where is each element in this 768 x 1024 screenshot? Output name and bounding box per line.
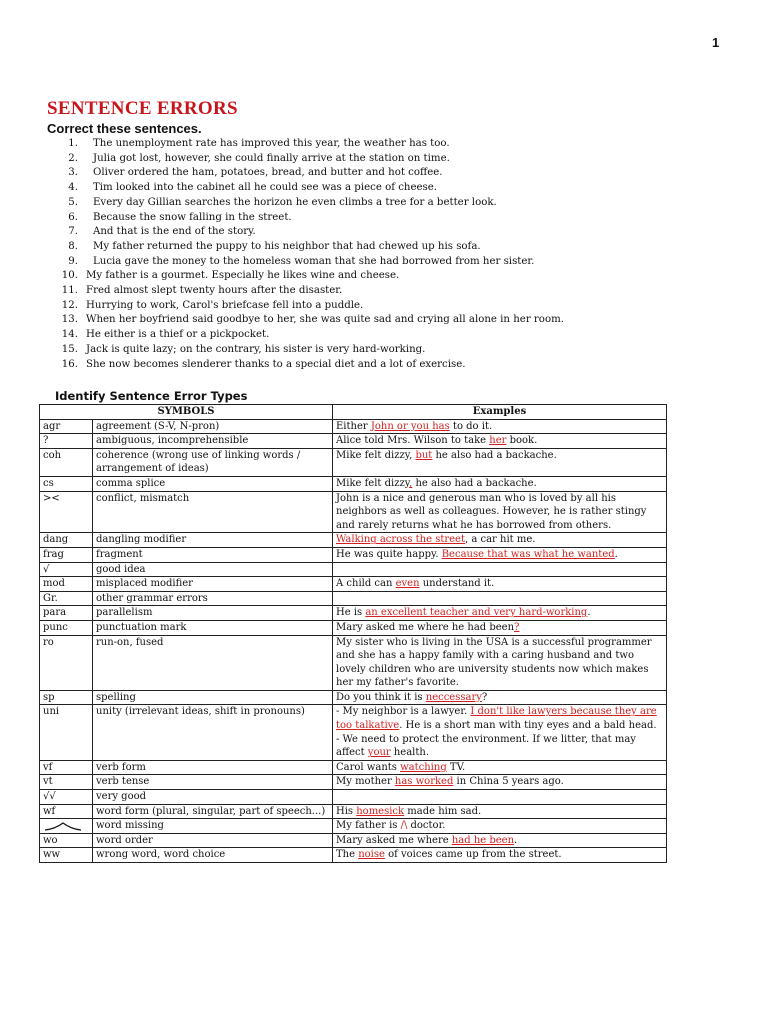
- error-symbol: ww: [40, 848, 93, 863]
- error-example: [333, 790, 667, 805]
- error-highlight: but: [415, 449, 433, 461]
- sentence-number: 16.: [61, 358, 78, 370]
- error-example: [333, 491, 667, 533]
- word-missing-caret-icon: [43, 821, 83, 831]
- example-text: health.: [390, 747, 430, 759]
- sentence-text: And that is the end of the story.: [93, 226, 256, 238]
- table-header-row: [40, 405, 667, 420]
- table-row: [40, 491, 667, 533]
- page-number: 1: [712, 35, 720, 50]
- example-text: Either: [336, 420, 371, 432]
- sentence-number: 10.: [61, 270, 78, 282]
- table-row: [40, 833, 667, 848]
- sentence-number: 2.: [68, 152, 78, 164]
- error-meaning: good idea: [93, 562, 333, 577]
- sentence-number: 5.: [68, 196, 78, 208]
- error-meaning: agreement (S-V, N-pron): [93, 419, 333, 434]
- example-text: TV.: [446, 761, 466, 773]
- error-symbol: ?: [40, 434, 93, 449]
- error-symbol: [40, 819, 93, 834]
- example-text: .: [514, 834, 518, 846]
- example-text: understand it.: [419, 578, 495, 590]
- error-example: [333, 562, 667, 577]
- example-text: Mike felt dizzy,: [336, 449, 416, 461]
- table-row: [40, 819, 667, 834]
- error-symbol: ro: [40, 635, 93, 690]
- example-text: - We need to protect the environment. If we litter, that may affect: [336, 733, 636, 759]
- example-text: doctor.: [407, 820, 446, 832]
- error-meaning: parallelism: [93, 606, 333, 621]
- error-meaning: unity (irrelevant ideas, shift in pronouns): [93, 705, 333, 760]
- table-row: [40, 476, 667, 491]
- example-text: My sister who is living in the USA is a successful programmer and she has a happy family with a caring husband and two lovely children who are university students now which makes her my father's favorite.: [336, 636, 652, 689]
- error-symbol: punc: [40, 620, 93, 635]
- example-text: . He is a short man with tiny eyes and a bald head.: [399, 720, 657, 732]
- example-text: His: [336, 805, 357, 817]
- table-row: [40, 419, 667, 434]
- sentence-item: [40, 358, 564, 373]
- error-symbol: cs: [40, 476, 93, 491]
- error-example: [333, 547, 667, 562]
- table-row: [40, 705, 667, 760]
- error-meaning: verb form: [93, 760, 333, 775]
- example-text: My mother: [336, 776, 395, 788]
- example-text: He was quite happy.: [336, 548, 442, 560]
- sentence-text: Because the snow falling in the street.: [93, 211, 292, 223]
- error-highlight: homesick: [356, 805, 405, 817]
- sentence-text: He either is a thief or a pickpocket.: [86, 329, 270, 341]
- error-example: [333, 775, 667, 790]
- error-example: [333, 819, 667, 834]
- example-text: .: [587, 607, 591, 619]
- table-row: [40, 620, 667, 635]
- sentence-text: Jack is quite lazy; on the contrary, his sister is very hard-working.: [86, 343, 426, 355]
- sentence-number: 4.: [68, 182, 78, 194]
- error-highlight: watching: [400, 761, 447, 773]
- example-text: he also had a backache.: [432, 449, 557, 461]
- sentence-item: [40, 299, 564, 314]
- example-text: John is a nice and generous man who is loved by all his neighbors as well as colleagues. However, he is rather stingy and rarely returns what he has borrowed from others.: [336, 492, 647, 531]
- error-meaning: punctuation mark: [93, 620, 333, 635]
- sentence-item: [40, 284, 564, 299]
- sentence-text: Lucia gave the money to the homeless woman that she had borrowed from her sister.: [93, 255, 535, 267]
- error-highlight: had he been: [451, 834, 515, 846]
- error-example: [333, 591, 667, 606]
- sentence-number: 8.: [68, 240, 78, 252]
- error-symbol: frag: [40, 547, 93, 562]
- error-highlight: I don't like lawyers because they are too talkative: [336, 706, 657, 732]
- sentence-item: [40, 181, 564, 196]
- error-example: [333, 434, 667, 449]
- sentence-item: [40, 328, 564, 343]
- error-example: [333, 690, 667, 705]
- header-symbols: SYMBOLS: [40, 405, 333, 420]
- error-highlight: noise: [358, 849, 385, 861]
- example-text: Carol wants: [336, 761, 401, 773]
- error-meaning: wrong word, word choice: [93, 848, 333, 863]
- table-row: [40, 562, 667, 577]
- error-symbol: coh: [40, 448, 93, 476]
- example-text: book.: [506, 435, 538, 447]
- error-symbol: uni: [40, 705, 93, 760]
- example-text: Do you think it is: [336, 691, 426, 703]
- example-text: Mike felt dizzy: [336, 477, 410, 489]
- error-highlight: /\: [400, 820, 408, 832]
- table-row: [40, 690, 667, 705]
- error-example: [333, 533, 667, 548]
- error-symbol: √√: [40, 790, 93, 805]
- error-highlight: John or you has: [370, 420, 450, 432]
- sentence-item: [40, 240, 564, 255]
- sentence-text: Oliver ordered the ham, potatoes, bread, and butter and hot coffee.: [93, 167, 443, 179]
- example-text: ?: [481, 691, 488, 703]
- error-symbol: dang: [40, 533, 93, 548]
- error-example: [333, 448, 667, 476]
- error-meaning: dangling modifier: [93, 533, 333, 548]
- error-symbol: sp: [40, 690, 93, 705]
- error-example: [333, 476, 667, 491]
- example-text: Mary asked me where he had been: [336, 621, 515, 633]
- sentence-item: [40, 343, 564, 358]
- error-highlight: has worked: [394, 776, 454, 788]
- sentence-text: Every day Gillian searches the horizon he even climbs a tree for a better look.: [93, 196, 497, 208]
- header-examples: Examples: [333, 405, 667, 420]
- sentence-number: 1.: [68, 138, 78, 149]
- error-meaning: other grammar errors: [93, 591, 333, 606]
- document-title: SENTENCE ERRORS: [47, 98, 238, 119]
- error-highlight: even: [395, 578, 420, 590]
- error-example: [333, 577, 667, 592]
- error-meaning: misplaced modifier: [93, 577, 333, 592]
- error-meaning: very good: [93, 790, 333, 805]
- error-symbol: vt: [40, 775, 93, 790]
- error-highlight: her: [489, 435, 507, 447]
- error-highlight: an excellent teacher and very hard-working: [365, 607, 588, 619]
- error-example: [333, 760, 667, 775]
- example-text: in China 5 years ago.: [453, 776, 564, 788]
- sentence-number: 9.: [68, 255, 78, 267]
- error-symbol: Gr.: [40, 591, 93, 606]
- example-text: A child can: [336, 578, 396, 590]
- example-text: My father is: [336, 820, 401, 832]
- table-row: [40, 775, 667, 790]
- example-text: .: [614, 548, 618, 560]
- example-text: Alice told Mrs. Wilson to take: [336, 435, 490, 447]
- error-meaning: coherence (wrong use of linking words / arrangement of ideas): [93, 448, 333, 476]
- example-text: , a car hit me.: [465, 534, 536, 546]
- error-symbol: ><: [40, 491, 93, 533]
- error-meaning: word form (plural, singular, part of speech...): [93, 804, 333, 819]
- error-meaning: run-on, fused: [93, 635, 333, 690]
- sentence-text: Fred almost slept twenty hours after the disaster.: [86, 285, 343, 297]
- error-example: [333, 419, 667, 434]
- sentence-text: Tim looked into the cabinet all he could see was a piece of cheese.: [93, 182, 438, 194]
- sentence-text: My father returned the puppy to his neighbor that had chewed up his sofa.: [93, 240, 481, 252]
- sentence-number: 11.: [61, 285, 78, 297]
- error-meaning: conflict, mismatch: [93, 491, 333, 533]
- error-example: [333, 606, 667, 621]
- example-text: The: [336, 849, 359, 861]
- error-highlight: ,: [409, 477, 413, 489]
- error-meaning: verb tense: [93, 775, 333, 790]
- error-highlight: Because that was what he wanted: [441, 548, 615, 560]
- sentence-text: When her boyfriend said goodbye to her, she was quite sad and crying all alone in her room.: [86, 314, 564, 326]
- sentence-list: [40, 137, 564, 372]
- error-meaning: fragment: [93, 547, 333, 562]
- sentence-item: [40, 313, 564, 328]
- error-meaning: comma splice: [93, 476, 333, 491]
- error-meaning: word missing: [93, 819, 333, 834]
- sentence-item: [40, 166, 564, 181]
- table-row: [40, 448, 667, 476]
- sentence-item: [40, 225, 564, 240]
- error-symbol: mod: [40, 577, 93, 592]
- error-highlight: your: [367, 747, 391, 759]
- error-symbol: wo: [40, 833, 93, 848]
- error-meaning: word order: [93, 833, 333, 848]
- table-row: [40, 848, 667, 863]
- error-example: [333, 705, 667, 760]
- example-text: He is: [336, 607, 366, 619]
- table-row: [40, 434, 667, 449]
- error-symbol: √: [40, 562, 93, 577]
- table-row: [40, 790, 667, 805]
- sentence-text: Hurrying to work, Carol's briefcase fell into a puddle.: [86, 299, 364, 311]
- error-types-table: [39, 404, 667, 863]
- sentence-number: 12.: [61, 299, 78, 311]
- table-row: [40, 760, 667, 775]
- table-row: [40, 635, 667, 690]
- table-row: [40, 533, 667, 548]
- sentence-item: [40, 255, 564, 270]
- error-symbol: agr: [40, 419, 93, 434]
- error-symbol: para: [40, 606, 93, 621]
- error-example: [333, 848, 667, 863]
- sentence-text: The unemployment rate has improved this year, the weather has too.: [93, 138, 450, 149]
- table-row: [40, 547, 667, 562]
- example-text: he also had a backache.: [412, 477, 537, 489]
- section-title: Identify Sentence Error Types: [55, 389, 248, 403]
- sentence-text: My father is a gourmet. Especially he likes wine and cheese.: [86, 270, 400, 282]
- sentence-number: 6.: [68, 211, 78, 223]
- example-text: to do it.: [449, 420, 493, 432]
- error-example: [333, 620, 667, 635]
- error-symbol: wf: [40, 804, 93, 819]
- error-highlight: neccessary: [425, 691, 482, 703]
- sentence-item: [40, 137, 564, 152]
- error-highlight: ?: [514, 621, 520, 633]
- sentence-item: [40, 211, 564, 226]
- sentence-number: 3.: [68, 167, 78, 179]
- table-row: [40, 606, 667, 621]
- error-example: [333, 635, 667, 690]
- error-meaning: spelling: [93, 690, 333, 705]
- table-row: [40, 804, 667, 819]
- sentence-number: 13.: [61, 314, 78, 326]
- sentence-number: 14.: [61, 329, 78, 341]
- example-text: Mary asked me where: [336, 834, 452, 846]
- sentence-text: She now becomes slenderer thanks to a special diet and a lot of exercise.: [86, 358, 466, 370]
- table-row: [40, 577, 667, 592]
- sentence-item: [40, 269, 564, 284]
- error-meaning: ambiguous, incomprehensible: [93, 434, 333, 449]
- error-example: [333, 833, 667, 848]
- example-text: - My neighbor is a lawyer.: [336, 706, 471, 718]
- sentence-number: 7.: [68, 226, 78, 238]
- sentence-text: Julia got lost, however, she could finally arrive at the station on time.: [93, 152, 450, 164]
- error-example: [333, 804, 667, 819]
- error-symbol: vf: [40, 760, 93, 775]
- table-row: [40, 591, 667, 606]
- example-text: of voices came up from the street.: [384, 849, 562, 861]
- sentence-item: [40, 196, 564, 211]
- example-text: made him sad.: [404, 805, 482, 817]
- sentence-number: 15.: [61, 343, 78, 355]
- sentence-item: [40, 152, 564, 167]
- instruction: Correct these sentences.: [47, 121, 202, 136]
- error-highlight: Walking across the street: [336, 534, 465, 546]
